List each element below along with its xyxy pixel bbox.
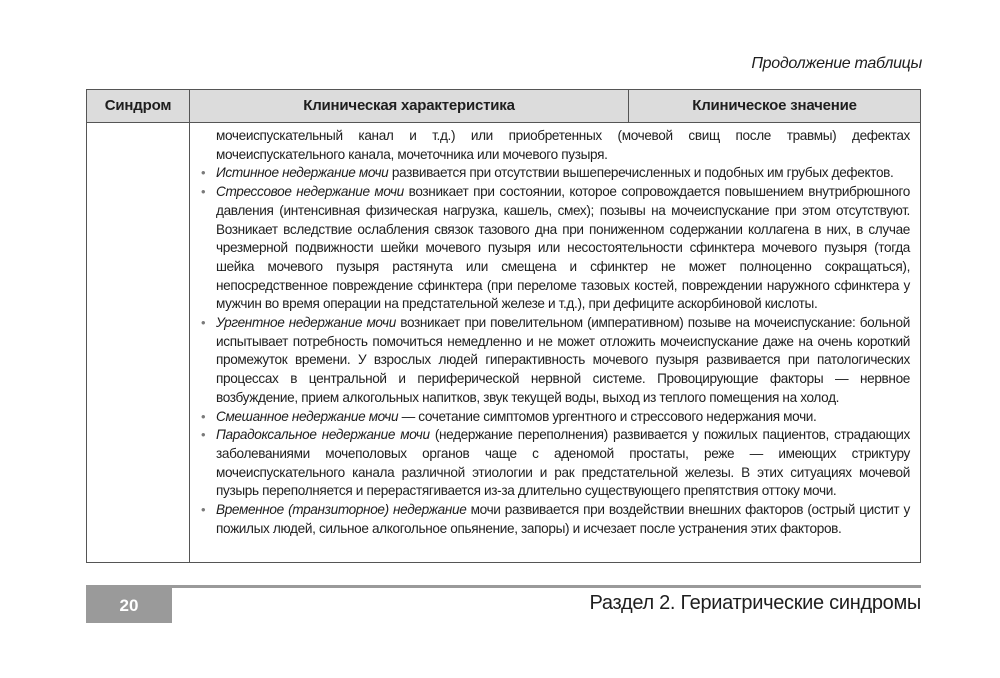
section-title: Раздел 2. Гериатрические синдромы bbox=[589, 592, 921, 614]
bullet-icon: • bbox=[201, 502, 206, 518]
list-item bbox=[199, 183, 910, 314]
list-item-text: развивается при отсутствии вышеперечисленных и подобных им грубых дефектов. bbox=[388, 165, 894, 181]
column-header-clinical-characteristic: Клиническая характеристика bbox=[190, 90, 629, 122]
list-item-text: — сочетание симптомов ургентного и стрессового недержания мочи. bbox=[398, 408, 817, 424]
bullet-icon: • bbox=[201, 315, 206, 331]
bullet-icon: • bbox=[201, 184, 206, 200]
intro-paragraph: мочеиспускательный канал и т.д.) или приобретенных (мочевой свищ после травмы) дефектах мочеиспускательного канала, мочеточника или мочевого пузыря. bbox=[216, 128, 910, 162]
column-divider bbox=[189, 122, 190, 562]
list-item-term: Ургентное недержание мочи bbox=[216, 315, 396, 331]
list-item-term: Истинное недержание мочи bbox=[216, 165, 389, 181]
page-number: 20 bbox=[86, 588, 172, 623]
list-item bbox=[199, 408, 910, 427]
list-item bbox=[199, 501, 910, 538]
syndrome-table bbox=[86, 89, 921, 563]
column-header-clinical-significance: Клиническое значение bbox=[692, 97, 857, 114]
column-header-syndrome: Синдром bbox=[87, 90, 190, 122]
bullet-icon: • bbox=[201, 427, 206, 443]
list-item-term: Смешанное недержание мочи bbox=[216, 408, 399, 424]
list-item bbox=[199, 164, 910, 183]
list-item-text: (недержание переполнения) развивается у пожилых пациентов, страдающих заболеваниями мочеполовых органов чаще с аденомой простаты, реже — имеющих стриктуру мочеиспускательного канала различной этиологии и рак предстательной железы. В этих ситуациях мочевой пузырь переполняется и перерастягивается из-за длительно существующего препятствия оттоку мочи. bbox=[216, 427, 910, 499]
footer-divider bbox=[86, 585, 921, 588]
list-item bbox=[199, 314, 910, 408]
table-continuation-label: Продолжение таблицы bbox=[751, 55, 922, 72]
list-item-term: Стрессовое недержание мочи bbox=[216, 184, 404, 200]
list-item bbox=[199, 426, 910, 501]
list-item-text: возникает при состоянии, которое сопровождается повышением внутрибрюшного давления (интенсивная физическая нагрузка, кашель, смех); позывы на мочеиспускание при этом отсутствуют. Возникает вследствие ослабления связок тазового дна при пониженном содержании коллагена в них, в случае чрезмерной подвижности шейки мочевого пузыря или несостоятельности сфинктера мочевого пузыря (тогда шейка мочевого пузыря растянута или смещена и сфинктер не может полноценно сокращаться), непосредственное повреждение сфинктера (при переломе тазовых костей, повреждении наружного сфинктера у мужчин во время операции на предстательной железе и т.д.), при дефиците аскорбиновой кислоты. bbox=[216, 184, 910, 312]
list-item-text: возникает при повелительном (императивном) позыве на мочеиспускание: больной испытывает потребность помочиться немедленно и не может отложить мочеиспускание даже на очень короткий промежуток времени. У взрослых людей гиперактивность мочевого пузыря развивается при патологических процессах в центральной и периферической нервной системе. Провоцирующие факторы — нервное возбуждение, прием алкогольных напитков, звук текущей воды, выход из теплого помещения на холод. bbox=[216, 315, 911, 405]
table-body-text bbox=[199, 127, 910, 538]
bullet-icon: • bbox=[201, 408, 206, 424]
list-item-term: Временное (транзиторное) недержание bbox=[216, 502, 467, 518]
bullet-icon: • bbox=[201, 165, 206, 181]
table-header bbox=[87, 90, 920, 123]
list-item-text: мочи развивается при воздействии внешних факторов (острый цистит у пожилых людей, сильное алкогольное опьянение, запоры) и исчезает после устранения этих факторов. bbox=[216, 502, 911, 536]
list-item-term: Парадоксальное недержание мочи bbox=[216, 427, 430, 443]
